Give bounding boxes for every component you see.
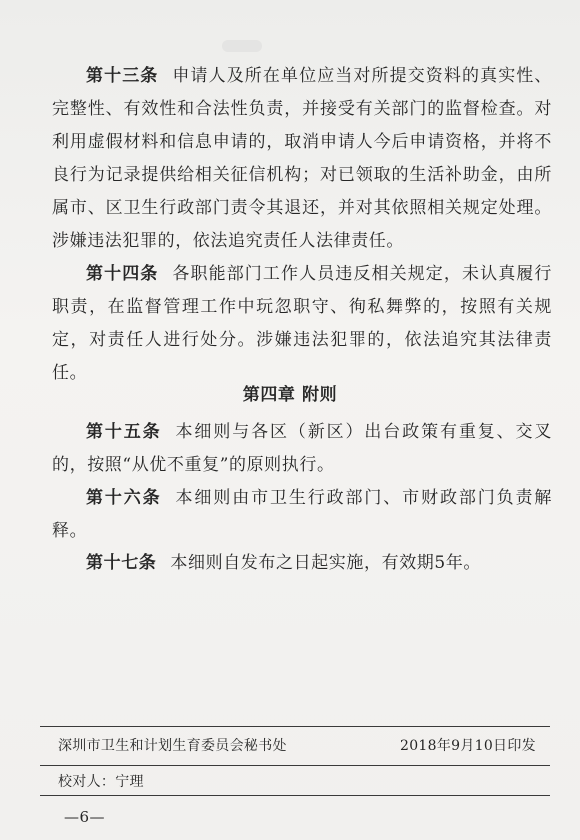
article-16-heading: 第十六条 (86, 488, 162, 508)
article-17 (52, 547, 552, 580)
footer-divider-middle (40, 765, 550, 766)
article-16 (52, 482, 552, 548)
footer-divider-top (40, 726, 550, 727)
article-17-heading: 第十七条 (86, 553, 157, 573)
scan-smudge (222, 40, 262, 52)
chapter-title: 第四章 附则 (242, 385, 338, 405)
article-17-body: 本细则自发布之日起实施，有效期5年。 (170, 553, 482, 573)
issue-date: 2018年9月10日印发 (400, 738, 536, 754)
article-15-body: 本细则与各区（新区）出台政策有重复、交叉的，按照“从优不重复”的原则执行。 (52, 422, 552, 475)
article-14-heading: 第十四条 (86, 264, 159, 284)
article-13 (52, 60, 552, 258)
footer-divider-bottom (40, 795, 550, 796)
article-14-body: 各职能部门工作人员违反相关规定，未认真履行职责，在监督管理工作中玩忽职守、徇私舞弊的，按照有关规定，对责任人进行处分。涉嫌违法犯罪的，依法追究其法律责任。 (52, 264, 552, 383)
page-number: —6— (64, 808, 106, 826)
article-13-body: 申请人及所在单位应当对所提交资料的真实性、完整性、有效性和合法性负责，并接受有关部门的监督检查。对利用虚假材料和信息申请的，取消申请人今后申请资格，并将不良行为记录提供给相关征信机构；对已领取的生活补助金，由所属市、区卫生行政部门责令其退还，并对其依照相关规定处理。涉嫌违法犯罪的，依法追究责任人法律责任。 (52, 66, 552, 251)
article-15 (52, 416, 552, 482)
issuer-name: 深圳市卫生和计划生育委员会秘书处 (58, 738, 287, 754)
proofreader: 校对人：宁理 (58, 774, 144, 790)
article-16-body: 本细则由市卫生行政部门、市财政部门负责解释。 (52, 488, 552, 541)
article-14 (52, 258, 552, 390)
article-15-heading: 第十五条 (86, 422, 162, 442)
article-13-heading: 第十三条 (86, 66, 159, 86)
